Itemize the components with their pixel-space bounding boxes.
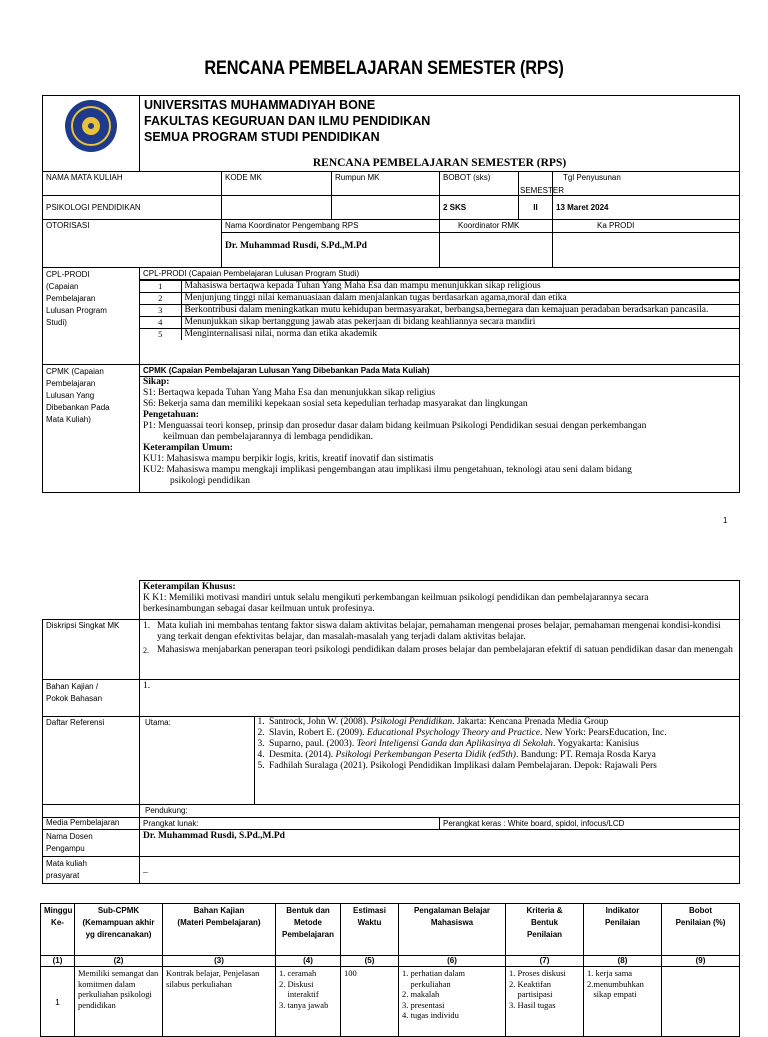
plan-header-row — [41, 904, 740, 956]
deskripsi-item: 1. Mata kuliah ini membahas tentang faktor siswa dalam aktivitas belajar, pemahaman mengenai proses belajar, pemahaman mengenai kondisi-kondisi yang terkait dengan efektivitas belajar, dan masalah-masalah yang terjadi dalam aktivitas belajar. — [143, 621, 721, 642]
koordinator-rmk-label: Koordinator RMK — [440, 220, 553, 233]
referensi-item: 5. Fadhilah Suralaga (2021). Psikologi Pendidikan Implikasi dalam Pembelajaran. Depok: Rajawali Pers — [267, 761, 736, 772]
media-lunak: Prangkat lunak: — [140, 818, 440, 830]
otorisasi-label: OTORISASI — [43, 220, 222, 268]
plan-header-metode: Bentuk dan Metode Pembelajaran — [276, 904, 341, 956]
plan-header-bobot: Bobot Penilaian (%) — [662, 904, 740, 956]
plan-col-number: (4) — [276, 956, 341, 967]
referensi-item: 1. Santrock, John W. (2008). Psikologi Pendidikan. Jakarta: Kencana Prenada Media Group — [267, 717, 736, 728]
bahan-kajian-label: Bahan Kajian / Pokok Bahasan — [43, 680, 140, 717]
cpl-label: CPL-PRODI (Capaian Pembelajaran Lulusan Program Studi) — [43, 268, 140, 365]
plan-row — [41, 967, 740, 1037]
media-keras: Perangkat keras : White board, spidol, infocus/LCD — [440, 818, 740, 830]
referensi-item: 2. Slavin, Robert E. (2009). Educational Psychology Theory and Practice. New York: PearsEducation, Inc. — [267, 728, 736, 739]
cpl-item: 5 Menginternalisasi nilai, norma dan etika akademik — [140, 329, 739, 341]
bahan-kajian-value: 1. — [140, 680, 740, 717]
plan-bahan: Kontrak belajar, Penjelasan silabus perkuliahan — [163, 967, 276, 1037]
program-name: SEMUA PROGRAM STUDI PENDIDIKAN — [144, 130, 380, 144]
course-sks: 2 SKS — [440, 196, 519, 220]
header-tgl: Tgl Penyusunan — [553, 172, 740, 196]
plan-header-pengalaman: Pengalaman Belajar Mahasiswa — [399, 904, 506, 956]
plan-col-number: (8) — [584, 956, 662, 967]
koordinator-rps-label: Nama Koordinator Pengembang RPS — [222, 220, 440, 233]
keterampilan-khusus-line1: K K1: Memiliki motivasi mandiri untuk selalu mengikuti perkembangan keilmuan psikologi pendidikan dan pembelajarannya secara — [143, 593, 649, 603]
document-title: RENCANA PEMBELAJARAN SEMESTER (RPS) — [204, 58, 564, 79]
cpl-item: 1 Mahasiswa bertaqwa kepada Tuhan Yang Maha Esa dan mampu menunjukkan sikap religious — [140, 281, 739, 293]
plan-col-number: (9) — [662, 956, 740, 967]
cpmk-header: CPMK (Capaian Pembelajaran Lulusan Yang Dibebankan Pada Mata Kuliah) — [140, 365, 739, 377]
ku2: KU2: Mahasiswa mampu mengkaji implikasi pengembangan atau implikasi ilmu pengetahuan, teknologi atau seni dalam bidang — [143, 465, 632, 475]
referensi-label: Daftar Referensi — [43, 717, 140, 805]
rps-detail-table — [42, 580, 740, 884]
referensi-list — [253, 717, 736, 772]
plan-header-subcpmk: Sub-CPMK (Kemampuan akhir yg direncanakan) — [75, 904, 163, 956]
keterampilan-khusus-title: Keterampilan Khusus: — [143, 582, 236, 592]
pengetahuan-p1: P1: Menguassai teori konsep, prinsip dan prosedur dasar dalam bidang keilmuan Psikologi Pendidikan sesuai dengan perkembangan — [143, 421, 647, 431]
plan-kriteria: 1. Proses diskusi 2. Keaktifan partisipasi 3. Hasil tugas — [506, 967, 584, 1037]
prasyarat-label: Mata kuliah prasyarat — [43, 857, 140, 884]
sikap-s1: S1: Bertaqwa kepada Tuhan Yang Maha Esa dan menunjukkan sikap religius — [143, 388, 436, 398]
cpl-item: 3 Berkontribusi dalam meningkatkan mutu kehidupan bermasyarakat, berbangsa,bernegara dan kemajuan peradaban beradsarkan pancasila. — [140, 305, 739, 317]
header-bobot: BOBOT (sks) — [440, 172, 519, 196]
plan-col-number: (3) — [163, 956, 276, 967]
plan-sub-cpmk: Memiliki semangat dan komitmen dalam perkuliahan psikologi pendidikan — [75, 967, 163, 1037]
plan-col-number: (1) — [41, 956, 75, 967]
plan-minggu: 1 — [41, 967, 75, 1037]
page-number: 1 — [723, 516, 728, 525]
keterampilan-umum-title: Keterampilan Umum: — [143, 443, 233, 453]
plan-col-number: (6) — [399, 956, 506, 967]
plan-header-bahan: Bahan Kajian (Materi Pembelajaran) — [163, 904, 276, 956]
table-title: RENCANA PEMBELAJARAN SEMESTER (RPS) — [312, 157, 567, 169]
media-label: Media Pembelajaran — [43, 818, 140, 830]
sikap-s6: S6: Bekerja sama dan memiliki kepekaan sosial seta kepedulian terhadap masyarakat dan lingkungan — [143, 399, 528, 409]
faculty-name: FAKULTAS KEGURUAN DAN ILMU PENDIDIKAN — [144, 114, 431, 128]
deskripsi-item: 2. Mahasiswa menjabarkan penerapan teori psikologi pendidikan dalam proses belajar dan pembelajaran efektif di satuan pendidikan dasar dan menengah — [143, 645, 733, 655]
prasyarat-value: _ — [140, 857, 740, 884]
pengetahuan-p1-cont: keilmuan dan pembelajarannya di lembaga pendidikan. — [163, 432, 373, 442]
referensi-utama-label: Utama: — [140, 717, 255, 805]
dosen-value: Dr. Muhammad Rusdi, S.Pd.,M.Pd — [140, 830, 740, 857]
header-kode-mk: KODE MK — [222, 172, 332, 196]
plan-indikator: 1. kerja sama 2.menumbuhkan sikap empati — [584, 967, 662, 1037]
dosen-label: Nama Dosen Pengampu — [43, 830, 140, 857]
keterampilan-khusus-line2: berkesinambungan sebagai dasar keilmuan untuk profesinya. — [143, 604, 375, 614]
plan-metode: 1. ceramah 2. Diskusi interaktif 3. tanya jawab — [276, 967, 341, 1037]
plan-header-indikator: Indikator Penilaian — [584, 904, 662, 956]
university-logo — [65, 100, 117, 152]
ku2-cont: psikologi pendidikan — [170, 476, 250, 486]
cpl-item: 2 Menjunjung tinggi nilai kemanuasiaan dalam menjalankan tugas berdasarkan agama,moral dan etika — [140, 293, 739, 305]
plan-bobot — [662, 967, 740, 1037]
header-nama-mk: NAMA MATA KULIAH — [43, 172, 222, 196]
referensi-pendukung-label: Pendukung: — [140, 805, 740, 818]
referensi-item: 4. Desmita. (2014). Psikologi Perkembangan Peserta Didik (ed5th). Bandung: PT. Remaja Rosda Karya — [267, 750, 736, 761]
cpl-list — [140, 280, 739, 340]
deskripsi-label: Diskripsi Singkat MK — [43, 620, 140, 680]
ku1: KU1: Mahasiswa mampu berpikir logis, kritis, kreatif inovatif dan sistimatis — [143, 454, 434, 464]
plan-header-kriteria: Kriteria & Bentuk Penilaian — [506, 904, 584, 956]
course-name: PSIKOLOGI PENDIDIKAN — [43, 196, 222, 220]
cpl-item: 4 Menunjukkan sikap bertanggung jawab atas pekerjaan di bidang keahliannya secara mandiri — [140, 317, 739, 329]
plan-pengalaman: 1. perhatian dalam perkuliahan 2. makalah 3. presentasi 4. tugas individu — [399, 967, 506, 1037]
plan-header-minggu: Minggu Ke- — [41, 904, 75, 956]
header-semester: SEMESTER — [519, 172, 553, 196]
plan-col-number: (2) — [75, 956, 163, 967]
referensi-item: 3. Suparno, paul. (2003). Teori Inteligensi Ganda dan Aplikasinya di Sekolah. Yogyakarta: Kanisius — [267, 739, 736, 750]
rps-header-table — [42, 95, 740, 493]
ka-prodi-label: Ka PRODI — [553, 220, 740, 233]
sikap-title: Sikap: — [143, 377, 170, 387]
course-semester: II — [519, 196, 553, 220]
course-date: 13 Maret 2024 — [553, 196, 740, 220]
plan-number-row — [41, 956, 740, 967]
header-rumpun-mk: Rumpun MK — [332, 172, 440, 196]
cpmk-label: CPMK (Capaian Pembelajaran Lulusan Yang Dibebankan Pada Mata Kuliah) — [43, 365, 140, 493]
plan-col-number: (7) — [506, 956, 584, 967]
university-name: UNIVERSITAS MUHAMMADIYAH BONE — [144, 98, 376, 112]
plan-header-waktu: Estimasi Waktu — [341, 904, 399, 956]
pengetahuan-title: Pengetahuan: — [143, 410, 199, 420]
cpl-header: CPL-PRODI (Capaian Pembelajaran Lulusan Program Studi) — [140, 268, 739, 280]
logo-cell — [43, 96, 140, 154]
koordinator-name: Dr. Muhammad Rusdi, S.Pd.,M.Pd — [222, 233, 440, 268]
weekly-plan-table — [40, 903, 740, 1037]
plan-waktu: 100 — [341, 967, 399, 1037]
plan-col-number: (5) — [341, 956, 399, 967]
